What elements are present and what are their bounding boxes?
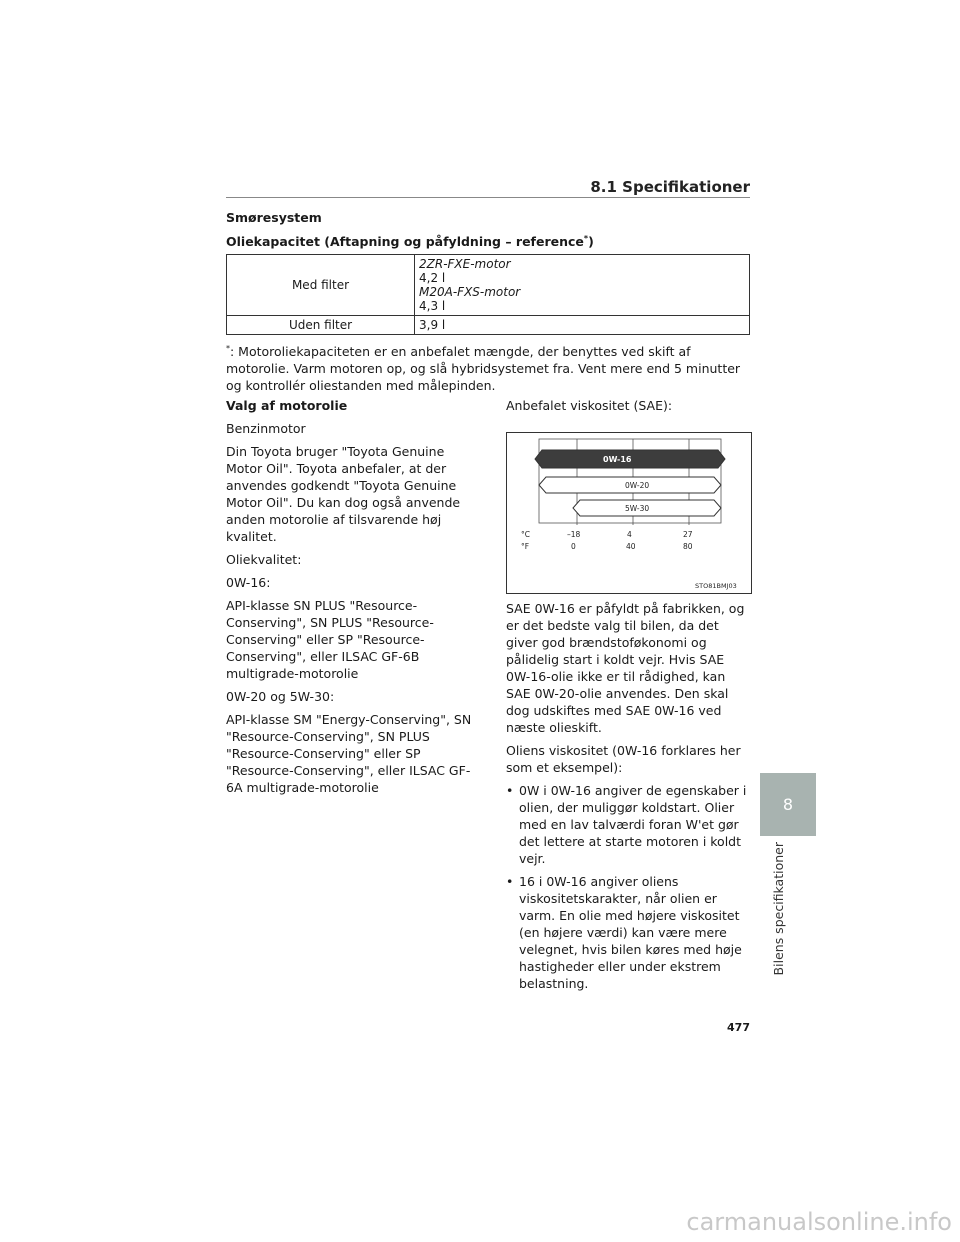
paragraph: Din Toyota bruger "Toyota Genuine Motor Oil". Toyota anbefaler, at der anvendes godkendt "Toyota Genuine Motor Oil". Du kan dog også anvende anden motorolie af tilsvarende høj kvalitet.: [226, 444, 461, 544]
tick-label-f: 80: [683, 542, 693, 551]
unit-fahrenheit: °F: [521, 542, 530, 551]
footnote: [226, 340, 750, 394]
engine-name: 2ZR-FXE-motor: [419, 257, 511, 271]
paragraph: API-klasse SN PLUS "Resource-Conserving", SN PLUS "Resource-Conserving" eller SP "Resource-Conserving", eller ILSAC GF-6B multigrade-motorolie: [226, 598, 434, 681]
capacity-heading: [226, 234, 594, 249]
header-divider: [226, 197, 750, 198]
footnote-mark: *: [226, 344, 230, 353]
chapter-side-label: Bilens specifikationer: [771, 842, 786, 976]
figure-code: STO81BMJ03: [695, 582, 737, 590]
page-header-title: 8.1 Specifikationer: [590, 178, 750, 196]
table-cell-label: Uden filter: [227, 316, 415, 335]
table-cell-value: [415, 255, 750, 316]
chapter-tab[interactable]: 8: [760, 773, 816, 836]
band-label-5w-30: 5W-30: [625, 504, 650, 513]
table-cell-label: Med filter: [227, 255, 415, 316]
paragraph: API-klasse SM "Energy-Conserving", SN "Resource-Conserving", SN PLUS "Resource-Conserving" eller SP "Resource-Conserving", eller ILSAC GF-6A multigrade-motorolie: [226, 712, 472, 795]
tick-label-c: –18: [567, 530, 581, 539]
table-row: [227, 255, 750, 316]
watermark: carmanualsonline.info: [686, 1208, 952, 1236]
engine-capacity: 4,3 l: [419, 299, 446, 313]
tick-label-c: 27: [683, 530, 693, 539]
tick-label-f: 0: [571, 542, 576, 551]
right-column: [506, 600, 750, 998]
table-cell-value: 3,9 l: [415, 316, 750, 335]
capacity-heading-close: ): [588, 234, 594, 250]
engine-name: M20A-FXS-motor: [419, 285, 521, 299]
band-label-0w-20: 0W-20: [625, 481, 650, 490]
left-column: [226, 397, 474, 796]
paragraph: 0W-20 og 5W-30:: [226, 689, 335, 704]
paragraph: Oliekvalitet:: [226, 552, 302, 567]
tick-label-f: 40: [626, 542, 636, 551]
viscosity-figure: [506, 432, 752, 594]
chart-intro: Anbefalet viskositet (SAE):: [506, 398, 673, 413]
footnote-text: : Motoroliekapaciteten er en anbefalet mængde, der benyttes ved skift af motorolie. Varm motoren op, og slå hybridsystemet fra. Vent mere end 5 minutter og kontrollér oliestanden med målepinden.: [226, 344, 741, 394]
capacity-heading-text: Oliekapacitet (Aftapning og påfyldning – reference: [226, 234, 584, 250]
band-label-0w-16: 0W-16: [603, 455, 632, 464]
capacity-heading-mark: *: [583, 234, 589, 243]
section-heading: Smøresystem: [226, 210, 322, 225]
paragraph: Oliens viskositet (0W-16 forklares her som et eksempel):: [506, 743, 741, 775]
paragraph: 0W-16:: [226, 575, 271, 590]
paragraph: Benzinmotor: [226, 421, 306, 436]
oil-selection-heading: Valg af motorolie: [226, 398, 348, 413]
viscosity-diagram: [507, 433, 751, 593]
engine-capacity: 4,2 l: [419, 271, 446, 285]
paragraph: SAE 0W-16 er påfyldt på fabrikken, og er det bedste valg til bilen, da det giver god brændstoføkonomi og pålidelig start i koldt vejr. Hvis SAE 0W-16-olie ikke er til rådighed, kan SAE 0W-20-olie anvendes. Den skal dog udskiftes med SAE 0W-16 ved næste olieskift.: [506, 601, 745, 735]
viscosity-bullets: [506, 782, 750, 992]
list-item: • 0W i 0W-16 angiver de egenskaber i olien, der muliggør koldstart. Olier med en lav talværdi foran W'et gør det lettere at starte motoren i koldt vejr.: [506, 782, 750, 867]
chapter-side-label-wrap: [771, 842, 801, 976]
tick-label-c: 4: [627, 530, 632, 539]
table-row: [227, 316, 750, 335]
page-number: 477: [727, 1021, 750, 1034]
oil-capacity-table: [226, 254, 750, 335]
unit-celsius: °C: [521, 530, 530, 539]
list-item: • 16 i 0W-16 angiver oliens viskositetskarakter, når olien er varm. En olie med højere viskositet (en højere værdi) kan være mere velegnet, hvis bilen køres med høje hastigheder eller under ekstrem belastning.: [506, 873, 750, 992]
